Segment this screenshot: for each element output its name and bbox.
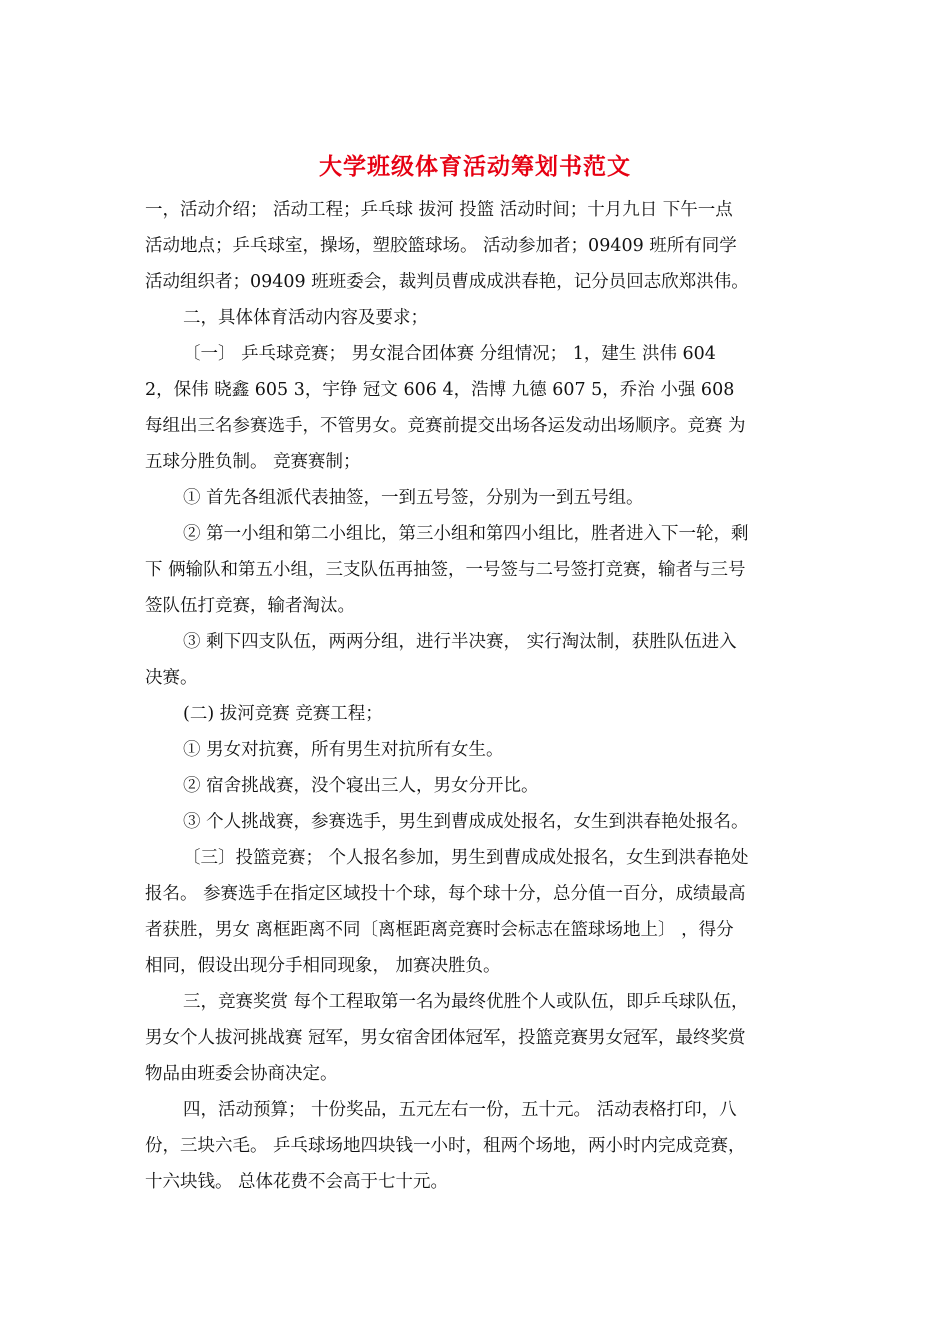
- text-line: ③ 个人挑战赛，参赛选手，男生到曹成成处报名，女生到洪春艳处报名。: [183, 812, 749, 832]
- text-line: ① 男女对抗赛，所有男生对抗所有女生。: [183, 740, 504, 760]
- text-line: 一，活动介绍； 活动工程；乒乓球 拔河 投篮 活动时间；十月九日 下午一点: [145, 200, 733, 220]
- text-line: 每组出三名参赛选手，不管男女。竞赛前提交出场各运发动出场顺序。竞赛 为: [145, 416, 746, 436]
- text-line: 物品由班委会协商决定。: [145, 1064, 338, 1084]
- text-line: ③ 剩下四支队伍，两两分组，进行半决赛， 实行淘汰制，获胜队伍进入: [183, 632, 737, 652]
- text-line: 男女个人拔河挑战赛 冠军，男女宿舍团体冠军，投篮竞赛男女冠军，最终奖赏: [145, 1028, 746, 1048]
- text-line: 十六块钱。 总体花费不会高于七十元。: [145, 1172, 449, 1192]
- text-line: 决赛。: [145, 668, 198, 688]
- text-line: 四，活动预算； 十份奖品，五元左右一份，五十元。 活动表格打印，八: [183, 1100, 737, 1120]
- text-line: 二，具体体育活动内容及要求；: [183, 308, 428, 328]
- document-title: 大学班级体育活动筹划书范文: [319, 153, 631, 180]
- text-line: ② 第一小组和第二小组比，第三小组和第四小组比，胜者进入下一轮，剩: [183, 524, 749, 544]
- text-line: ① 首先各组派代表抽签，一到五号签，分别为一到五号组。: [183, 488, 644, 508]
- text-line: ② 宿舍挑战赛，没个寝出三人，男女分开比。: [183, 776, 539, 796]
- text-line: 相同，假设出现分手相同现象， 加赛决胜负。: [145, 956, 501, 976]
- text-line: 份，三块六毛。 乒乓球场地四块钱一小时，租两个场地，两小时内完成竞赛，: [145, 1136, 746, 1156]
- text-line: 下 俩输队和第五小组，三支队伍再抽签，一号签与二号签打竞赛，输者与三号: [145, 560, 746, 580]
- text-line: 活动组织者；09409 班班委会，裁判员曹成成洪春艳，记分员回志欣郑洪伟。: [145, 272, 749, 292]
- text-line: 三，竞赛奖赏 每个工程取第一名为最终优胜个人或队伍，即乒乓球队伍，: [183, 992, 749, 1012]
- text-line: 报名。 参赛选手在指定区域投十个球，每个球十分，总分值一百分，成绩最高: [145, 884, 746, 904]
- text-line: 签队伍打竞赛，输者淘汰。: [145, 596, 355, 616]
- text-line: 〔一〕 乒乓球竞赛； 男女混合团体赛 分组情况； 1，建生 洪伟 604: [183, 344, 716, 364]
- text-line: 五球分胜负制。 竞赛赛制；: [145, 452, 361, 472]
- text-line: 〔三〕投篮竞赛； 个人报名参加，男生到曹成成处报名，女生到洪春艳处: [183, 848, 749, 868]
- text-line: 活动地点；乒乓球室，操场，塑胶篮球场。 活动参加者；09409 班所有同学: [145, 236, 737, 256]
- text-line: 2，保伟 晓鑫 605 3，宇铮 冠文 606 4，浩博 九德 607 5，乔治 小强 608: [145, 380, 735, 400]
- text-line: (二) 拔河竞赛 竞赛工程；: [183, 704, 383, 724]
- text-line: 者获胜，男女 离框距离不同〔离框距离竞赛时会标志在篮球场地上〕 ，得分: [145, 920, 734, 940]
